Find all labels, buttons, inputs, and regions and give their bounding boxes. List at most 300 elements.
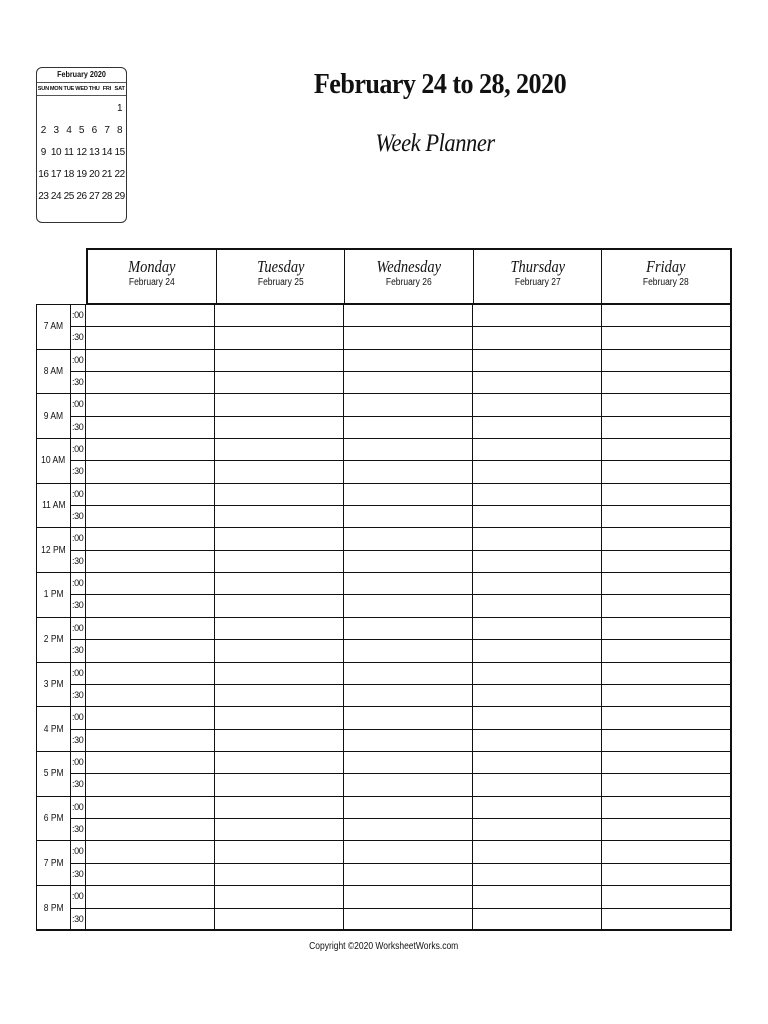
calendar-day: 10 xyxy=(50,147,62,158)
page-subtitle: Week Planner xyxy=(375,130,495,157)
time-slot-cell xyxy=(473,439,602,460)
time-slot-cell xyxy=(86,506,215,527)
time-slot-cell xyxy=(344,484,473,505)
time-slot-cell xyxy=(344,506,473,527)
time-slot-cell xyxy=(86,595,215,616)
hour-row xyxy=(37,663,730,708)
time-slot-cell xyxy=(602,573,730,594)
time-slot-cells xyxy=(86,484,730,528)
hour-label-text: 4 PM xyxy=(43,723,64,735)
half-hour-label: :00 xyxy=(71,484,85,506)
half-hour-label: :30 xyxy=(72,332,84,343)
half-hour-line xyxy=(86,663,730,685)
time-slot-cell xyxy=(86,730,215,751)
time-slot-cells xyxy=(86,663,730,707)
time-slot-cells xyxy=(86,573,730,617)
time-slot-cells xyxy=(86,618,730,662)
time-slot-cell xyxy=(344,372,473,393)
calendar-day xyxy=(50,98,63,120)
time-slot-cell xyxy=(86,551,215,572)
half-hour-label: :30 xyxy=(72,600,84,611)
half-hour-label: :30 xyxy=(72,779,84,790)
time-slot-cell xyxy=(473,394,602,415)
time-slot-cell xyxy=(344,394,473,415)
time-slot-cell xyxy=(215,439,344,460)
time-slot-cell xyxy=(473,819,602,840)
half-hour-labels xyxy=(71,528,86,572)
time-slot-cell xyxy=(215,394,344,415)
hour-label-text: 8 PM xyxy=(43,902,64,914)
time-slot-cell xyxy=(473,752,602,773)
calendar-day: 22 xyxy=(114,169,125,180)
time-slot-cell xyxy=(215,417,344,438)
half-hour-line xyxy=(86,886,730,909)
half-hour-line xyxy=(86,350,730,372)
time-slot-cell xyxy=(473,417,602,438)
time-slot-cell xyxy=(86,439,215,460)
hour-label xyxy=(37,618,71,662)
half-hour-label: :30 xyxy=(72,734,84,745)
copyright-text: Copyright ©2020 WorksheetWorks.com xyxy=(309,941,459,952)
time-slot-cell xyxy=(473,506,602,527)
time-slot-cell xyxy=(602,551,730,572)
time-slot-cell xyxy=(86,372,215,393)
time-slot-cells xyxy=(86,797,730,841)
time-slot-cell xyxy=(215,350,344,371)
calendar-day xyxy=(75,98,88,120)
time-slot-cell xyxy=(473,663,602,684)
hour-label-text: 6 PM xyxy=(43,812,64,824)
time-slot-cell xyxy=(215,506,344,527)
time-slot-cell xyxy=(602,394,730,415)
weekday-label: TUE xyxy=(63,86,75,92)
hour-row xyxy=(37,305,730,350)
time-slot-cell xyxy=(215,551,344,572)
calendar-day: 4 xyxy=(66,125,72,136)
calendar-day: 16 xyxy=(38,169,49,180)
time-slot-cell xyxy=(602,841,730,862)
time-slot-cell xyxy=(344,461,473,482)
half-hour-line xyxy=(86,484,730,506)
half-hour-label: :30 xyxy=(72,645,84,656)
half-hour-labels xyxy=(71,573,86,617)
time-slot-grid xyxy=(36,304,732,931)
half-hour-line xyxy=(86,439,730,461)
time-slot-cell xyxy=(473,350,602,371)
calendar-day: 14 xyxy=(101,147,113,158)
time-slot-cell xyxy=(86,707,215,728)
half-hour-label: :00 xyxy=(71,439,85,461)
time-slot-cell xyxy=(86,327,215,348)
calendar-day xyxy=(101,98,114,120)
time-slot-cell xyxy=(86,752,215,773)
hour-label-text: 2 PM xyxy=(43,634,64,646)
time-slot-cell xyxy=(344,439,473,460)
time-slot-cell xyxy=(215,573,344,594)
time-slot-cell xyxy=(86,461,215,482)
time-slot-cell xyxy=(602,797,730,818)
day-date: February 27 xyxy=(514,277,561,288)
calendar-day: 9 xyxy=(40,147,46,158)
half-hour-label: :00 xyxy=(71,528,85,550)
time-slot-cell xyxy=(215,528,344,549)
time-slot-cell xyxy=(344,841,473,862)
hour-label xyxy=(37,797,71,841)
time-slot-cell xyxy=(86,685,215,706)
hour-row xyxy=(37,797,730,842)
time-slot-cell xyxy=(86,819,215,840)
time-slot-cell xyxy=(215,461,344,482)
time-slot-cell xyxy=(344,909,473,931)
time-slot-cell xyxy=(215,484,344,505)
day-name: Thursday xyxy=(510,257,565,276)
time-slot-cell xyxy=(344,327,473,348)
day-column-header xyxy=(602,250,730,303)
half-hour-labels xyxy=(71,797,86,841)
time-slot-cells xyxy=(86,841,730,885)
weekday-label: THU xyxy=(88,86,100,92)
time-slot-cell xyxy=(215,730,344,751)
calendar-day: 26 xyxy=(76,191,87,202)
calendar-day: 28 xyxy=(101,191,113,202)
time-slot-cell xyxy=(344,886,473,908)
calendar-day: 29 xyxy=(114,191,125,202)
half-hour-line xyxy=(86,797,730,819)
time-slot-cell xyxy=(602,909,730,931)
half-hour-label: :00 xyxy=(71,305,85,327)
calendar-day: 8 xyxy=(117,125,123,136)
hour-label xyxy=(37,841,71,885)
time-slot-cell xyxy=(602,305,730,326)
hour-row xyxy=(37,707,730,752)
time-slot-cell xyxy=(602,528,730,549)
day-date: February 25 xyxy=(257,277,304,288)
calendar-day xyxy=(88,98,101,120)
hour-label-text: 7 AM xyxy=(43,321,64,333)
time-slot-cell xyxy=(215,909,344,931)
time-slot-cell xyxy=(344,417,473,438)
day-name: Friday xyxy=(646,257,686,276)
half-hour-label: :00 xyxy=(71,573,85,595)
calendar-day: 27 xyxy=(89,191,100,202)
time-slot-cells xyxy=(86,350,730,394)
time-slot-cell xyxy=(602,327,730,348)
half-hour-line xyxy=(86,640,730,661)
calendar-day: 13 xyxy=(89,147,100,158)
time-slot-cells xyxy=(86,305,730,349)
half-hour-line xyxy=(86,327,730,348)
half-hour-labels xyxy=(71,350,86,394)
hour-row xyxy=(37,484,730,529)
time-slot-cell xyxy=(473,484,602,505)
time-slot-cells xyxy=(86,886,730,931)
half-hour-label: :00 xyxy=(71,707,85,729)
half-hour-line xyxy=(86,305,730,327)
time-slot-cell xyxy=(602,439,730,460)
time-slot-cell xyxy=(215,797,344,818)
mini-calendar-weekdays xyxy=(37,82,126,96)
half-hour-line xyxy=(86,730,730,751)
time-slot-cell xyxy=(215,595,344,616)
time-slot-cell xyxy=(344,350,473,371)
hour-label xyxy=(37,439,71,483)
half-hour-label: :00 xyxy=(71,618,85,640)
day-column-header xyxy=(345,250,474,303)
hour-label-text: 8 AM xyxy=(43,366,64,378)
hour-label-text: 7 PM xyxy=(43,857,64,869)
weekday-label: WED xyxy=(75,86,88,92)
time-slot-cell xyxy=(602,707,730,728)
calendar-day: 19 xyxy=(76,169,87,180)
half-hour-line xyxy=(86,417,730,438)
calendar-day: 11 xyxy=(63,147,74,158)
time-slot-cell xyxy=(86,618,215,639)
day-date: February 26 xyxy=(386,277,432,288)
half-hour-line xyxy=(86,551,730,572)
time-slot-cell xyxy=(473,774,602,795)
time-slot-cell xyxy=(602,886,730,908)
time-slot-cell xyxy=(602,618,730,639)
time-slot-cell xyxy=(473,595,602,616)
day-column-header xyxy=(474,250,603,303)
time-slot-cell xyxy=(215,685,344,706)
time-slot-cell xyxy=(344,864,473,885)
time-slot-cell xyxy=(602,350,730,371)
calendar-day: 25 xyxy=(63,191,74,202)
time-slot-cell xyxy=(602,484,730,505)
half-hour-label: :00 xyxy=(71,797,85,819)
hour-label-text: 1 PM xyxy=(43,589,64,601)
half-hour-labels xyxy=(71,484,86,528)
time-slot-cell xyxy=(602,864,730,885)
time-slot-cell xyxy=(602,774,730,795)
copyright-footer xyxy=(0,941,768,952)
half-hour-line xyxy=(86,394,730,416)
time-slot-cells xyxy=(86,528,730,572)
weekday-label: SAT xyxy=(114,86,125,92)
time-slot-cell xyxy=(344,752,473,773)
day-name: Monday xyxy=(128,257,176,276)
time-slot-cell xyxy=(473,886,602,908)
time-slot-cell xyxy=(86,640,215,661)
time-slot-cell xyxy=(473,909,602,931)
time-slot-cell xyxy=(473,372,602,393)
calendar-day: 21 xyxy=(101,169,113,180)
hour-label xyxy=(37,707,71,751)
time-slot-cell xyxy=(473,461,602,482)
time-slot-cell xyxy=(602,461,730,482)
hour-label xyxy=(37,886,71,931)
time-slot-cell xyxy=(473,573,602,594)
hour-label xyxy=(37,484,71,528)
time-slot-cell xyxy=(215,841,344,862)
time-slot-cell xyxy=(602,372,730,393)
hour-label xyxy=(37,350,71,394)
time-slot-cell xyxy=(473,327,602,348)
half-hour-labels xyxy=(71,305,86,349)
time-slot-cell xyxy=(86,484,215,505)
hour-label-text: 12 PM xyxy=(41,544,66,556)
time-slot-cell xyxy=(86,305,215,326)
time-slot-cell xyxy=(473,707,602,728)
time-slot-cell xyxy=(344,730,473,751)
hour-row xyxy=(37,528,730,573)
hour-label xyxy=(37,528,71,572)
time-slot-cell xyxy=(473,640,602,661)
hour-label xyxy=(37,663,71,707)
time-slot-cell xyxy=(86,864,215,885)
time-slot-cell xyxy=(86,573,215,594)
mini-calendar-days xyxy=(37,96,126,208)
half-hour-line xyxy=(86,909,730,931)
time-slot-cell xyxy=(602,595,730,616)
time-slot-cell xyxy=(215,640,344,661)
half-hour-label: :00 xyxy=(71,663,85,685)
hour-label xyxy=(37,394,71,438)
half-hour-label: :00 xyxy=(71,394,85,416)
hour-label-text: 10 AM xyxy=(41,455,66,467)
half-hour-line xyxy=(86,528,730,550)
half-hour-labels xyxy=(71,663,86,707)
hour-row xyxy=(37,752,730,797)
day-header-row xyxy=(86,248,732,304)
hour-row xyxy=(37,573,730,618)
half-hour-labels xyxy=(71,439,86,483)
half-hour-label: :00 xyxy=(71,886,85,909)
hour-row xyxy=(37,394,730,439)
time-slot-cell xyxy=(86,528,215,549)
time-slot-cell xyxy=(215,305,344,326)
hour-label-text: 3 PM xyxy=(43,678,64,690)
time-slot-cell xyxy=(215,886,344,908)
half-hour-label: :30 xyxy=(72,913,84,924)
half-hour-label: :30 xyxy=(72,377,84,388)
day-column-header xyxy=(217,250,346,303)
calendar-day: 18 xyxy=(63,169,74,180)
half-hour-line xyxy=(86,819,730,840)
time-slot-cell xyxy=(602,752,730,773)
time-slot-cells xyxy=(86,394,730,438)
calendar-day: 24 xyxy=(50,191,62,202)
hour-row xyxy=(37,350,730,395)
time-slot-cell xyxy=(344,685,473,706)
calendar-day: 23 xyxy=(38,191,49,202)
week-planner-grid xyxy=(36,248,732,931)
half-hour-label: :00 xyxy=(71,350,85,372)
half-hour-line xyxy=(86,573,730,595)
time-slot-cells xyxy=(86,707,730,751)
time-slot-cell xyxy=(473,864,602,885)
time-slot-cell xyxy=(602,730,730,751)
weekday-label: FRI xyxy=(102,86,112,92)
time-slot-cell xyxy=(602,685,730,706)
time-slot-cell xyxy=(473,528,602,549)
calendar-day: 20 xyxy=(89,169,100,180)
time-slot-cell xyxy=(215,752,344,773)
time-slot-cell xyxy=(473,685,602,706)
time-slot-cell xyxy=(344,618,473,639)
time-slot-cell xyxy=(86,886,215,908)
time-slot-cell xyxy=(215,618,344,639)
calendar-day: 3 xyxy=(53,125,59,136)
half-hour-line xyxy=(86,461,730,482)
time-slot-cell xyxy=(215,327,344,348)
time-slot-cell xyxy=(215,663,344,684)
time-slot-cell xyxy=(215,707,344,728)
time-slot-cell xyxy=(602,640,730,661)
mini-calendar-title: February 2020 xyxy=(57,70,106,79)
calendar-day: 5 xyxy=(78,125,85,136)
time-slot-cell xyxy=(86,774,215,795)
time-slot-cell xyxy=(86,909,215,931)
day-name: Tuesday xyxy=(256,257,305,276)
time-slot-cell xyxy=(344,595,473,616)
calendar-day: 1 xyxy=(117,103,123,114)
time-slot-cell xyxy=(86,350,215,371)
calendar-day: 12 xyxy=(76,147,87,158)
time-slot-cell xyxy=(344,663,473,684)
half-hour-label: :00 xyxy=(71,841,85,863)
half-hour-label: :00 xyxy=(71,752,85,774)
time-slot-cells xyxy=(86,752,730,796)
time-slot-cell xyxy=(473,841,602,862)
half-hour-labels xyxy=(71,752,86,796)
half-hour-line xyxy=(86,685,730,706)
time-slot-cell xyxy=(344,774,473,795)
half-hour-labels xyxy=(71,886,86,931)
half-hour-line xyxy=(86,752,730,774)
time-slot-cell xyxy=(215,372,344,393)
time-slot-cell xyxy=(602,819,730,840)
time-slot-cell xyxy=(602,663,730,684)
time-slot-cells xyxy=(86,439,730,483)
half-hour-label: :30 xyxy=(72,823,84,834)
time-slot-cell xyxy=(473,797,602,818)
time-slot-cell xyxy=(86,394,215,415)
half-hour-line xyxy=(86,864,730,885)
half-hour-line xyxy=(86,506,730,527)
time-slot-cell xyxy=(86,663,215,684)
calendar-day: 7 xyxy=(104,125,110,136)
half-hour-label: :30 xyxy=(72,868,84,879)
hour-label xyxy=(37,573,71,617)
weekday-label: SUN xyxy=(37,86,49,92)
half-hour-label: :30 xyxy=(72,421,84,432)
half-hour-line xyxy=(86,841,730,863)
time-slot-cell xyxy=(344,640,473,661)
day-date: February 28 xyxy=(643,277,690,288)
time-slot-cell xyxy=(344,819,473,840)
time-slot-cell xyxy=(215,774,344,795)
hour-label xyxy=(37,305,71,349)
calendar-day xyxy=(62,98,75,120)
half-hour-line xyxy=(86,774,730,795)
time-slot-cell xyxy=(473,618,602,639)
day-column-header xyxy=(88,250,217,303)
time-slot-cell xyxy=(602,417,730,438)
calendar-day: 6 xyxy=(91,125,97,136)
time-slot-cell xyxy=(344,305,473,326)
time-slot-cell xyxy=(86,417,215,438)
hour-label-text: 9 AM xyxy=(43,410,64,422)
half-hour-line xyxy=(86,595,730,616)
day-name: Wednesday xyxy=(376,257,442,276)
hour-row xyxy=(37,841,730,886)
half-hour-label: :30 xyxy=(72,466,84,477)
calendar-day xyxy=(37,98,50,120)
hour-row xyxy=(37,439,730,484)
hour-label xyxy=(37,752,71,796)
